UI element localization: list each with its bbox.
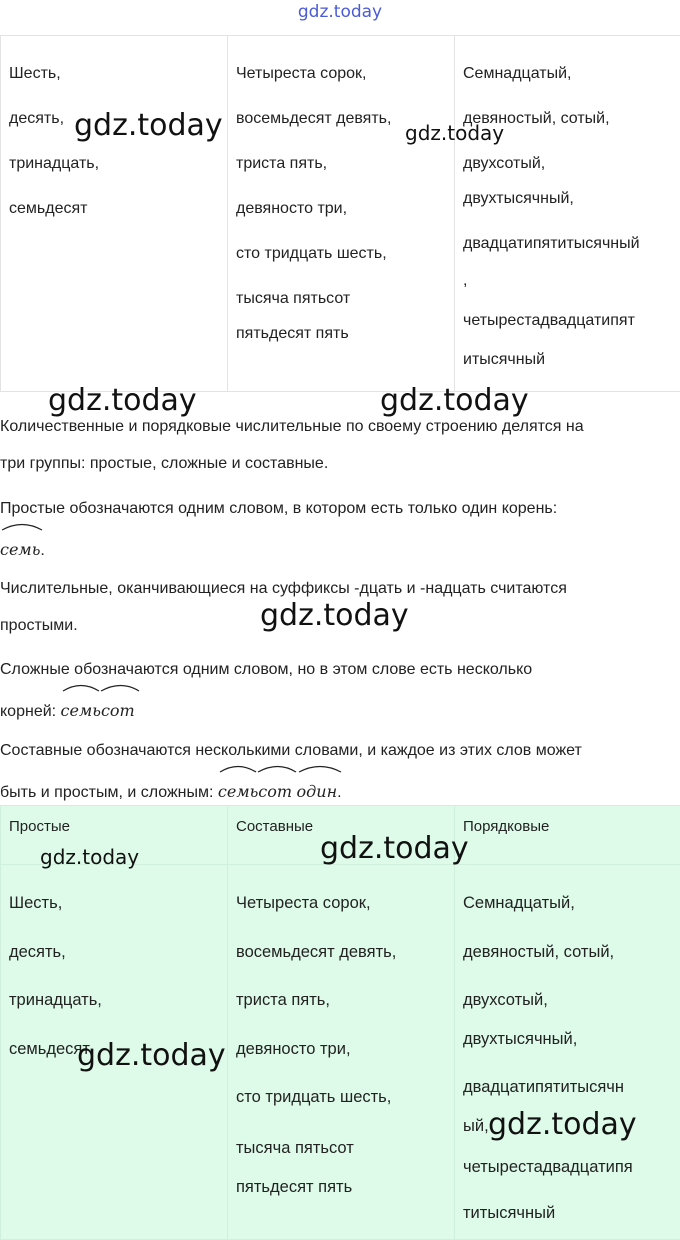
text-line: корней:	[0, 703, 56, 720]
table-cell	[455, 36, 680, 392]
cell-list	[9, 51, 219, 231]
numerals-table-2	[0, 805, 680, 1240]
list-item: четырестадвадцатипят	[463, 286, 674, 356]
list-item: Семнадцатый,	[463, 51, 674, 96]
list-item: десять,	[9, 96, 219, 141]
cell-list	[236, 51, 446, 351]
table-cell	[455, 865, 680, 1240]
list-item: двухсотый,	[463, 141, 674, 186]
text-line: три группы: простые, сложные и составные.	[0, 455, 328, 472]
table-row	[1, 36, 680, 392]
list-item: титысячный	[463, 1203, 674, 1223]
table-header-row	[1, 806, 680, 865]
root-arc-icon	[0, 521, 44, 531]
watermark: gdz.today	[48, 383, 197, 418]
text-line: простыми.	[0, 617, 78, 634]
table-row	[1, 865, 680, 1240]
list-item: двадцатипятитысячн	[463, 1053, 674, 1121]
list-item: триста пять,	[236, 141, 446, 186]
paragraph-groups	[0, 408, 680, 482]
table-cell	[1, 36, 228, 392]
watermark: gdz.today	[77, 1038, 226, 1073]
cell-list	[463, 879, 674, 1223]
text-line: Простые обозначаются одним словом, в котором есть только один корень:	[0, 500, 557, 517]
watermark: gdz.today	[488, 1107, 637, 1142]
watermark: gdz.today	[40, 845, 139, 869]
list-item: десять,	[9, 928, 219, 977]
list-item: триста пять,	[236, 976, 446, 1025]
list-item: ,	[463, 276, 674, 286]
watermark: gdz.today	[405, 121, 504, 145]
text-line: Составные обозначаются несколькими словами, и каждое из этих слов может	[0, 742, 582, 759]
list-item: Семнадцатый,	[463, 879, 674, 928]
list-item: тринадцать,	[9, 141, 219, 186]
root-arc-icon	[61, 682, 141, 692]
watermark: gdz.today	[74, 108, 223, 143]
example-word	[0, 527, 40, 568]
cell-list	[9, 879, 219, 1073]
example-text: семь	[0, 540, 40, 559]
cell-list	[236, 879, 446, 1206]
example-word	[218, 769, 292, 810]
root-arc-icon	[297, 763, 343, 773]
table-cell	[228, 36, 455, 392]
punctuation: .	[40, 542, 44, 559]
list-item: двухтысячный,	[463, 1025, 674, 1053]
text-line: Числительные, оканчивающиеся на суффиксы -дцать и -надцать считаются	[0, 580, 567, 597]
watermark: gdz.today	[260, 598, 409, 633]
text-line: Сложные обозначаются одним словом, но в этом слове есть несколько	[0, 661, 532, 678]
list-item: ый,	[463, 1121, 674, 1131]
list-item: двухсотый,	[463, 976, 674, 1025]
example-word	[297, 769, 338, 810]
cell-list	[463, 51, 674, 364]
example-text: семьсот	[218, 782, 292, 801]
list-item: семьдесят	[9, 1025, 219, 1074]
example-text: семьсот	[61, 701, 135, 720]
header-watermark: gdz.today	[0, 2, 680, 22]
list-item: пятьдесят пять	[236, 316, 446, 351]
list-item: сто тридцать шесть,	[236, 231, 446, 276]
text-line: Количественные и порядковые числительные по своему строению делятся на	[0, 418, 584, 435]
list-item: девяностый, сотый,	[463, 928, 674, 977]
watermark: gdz.today	[380, 383, 529, 418]
paragraph-compound	[0, 732, 680, 811]
list-item: девяносто три,	[236, 1025, 446, 1074]
example-text: один	[297, 782, 338, 801]
root-arc-icon	[218, 763, 298, 773]
table-cell	[228, 865, 455, 1240]
column-header: Простые	[1, 806, 228, 865]
list-item: девяносто три,	[236, 186, 446, 231]
list-item: четырестадвадцатипя	[463, 1131, 674, 1203]
list-item: Четыреста сорок,	[236, 51, 446, 96]
list-item: тринадцать,	[9, 976, 219, 1025]
list-item: двухтысячный,	[463, 186, 674, 211]
list-item: Шесть,	[9, 879, 219, 928]
numerals-table-1	[0, 35, 680, 392]
text-line: быть и простым, и сложным:	[0, 784, 213, 801]
column-header: Порядковые	[455, 806, 680, 865]
paragraph-simple	[0, 490, 680, 569]
list-item: восемьдесят девять,	[236, 96, 446, 141]
example-word	[61, 688, 135, 729]
paragraph-complex	[0, 651, 680, 730]
list-item: итысячный	[463, 356, 674, 364]
table-cell	[1, 865, 228, 1240]
list-item: Четыреста сорок,	[236, 879, 446, 928]
column-header: Составные	[228, 806, 455, 865]
punctuation: .	[337, 784, 341, 801]
paragraph-suffixes	[0, 570, 680, 644]
list-item: тысяча пятьсот	[236, 276, 446, 316]
list-item: Шесть,	[9, 51, 219, 96]
list-item: девяностый, сотый,	[463, 96, 674, 141]
watermark: gdz.today	[320, 831, 469, 866]
list-item: восемьдесят девять,	[236, 928, 446, 977]
list-item: семьдесят	[9, 186, 219, 231]
list-item: сто тридцать шесть,	[236, 1073, 446, 1122]
list-item: пятьдесят пять	[236, 1168, 446, 1206]
list-item: двадцатипятитысячный	[463, 211, 674, 276]
list-item: тысяча пятьсот	[236, 1122, 446, 1168]
